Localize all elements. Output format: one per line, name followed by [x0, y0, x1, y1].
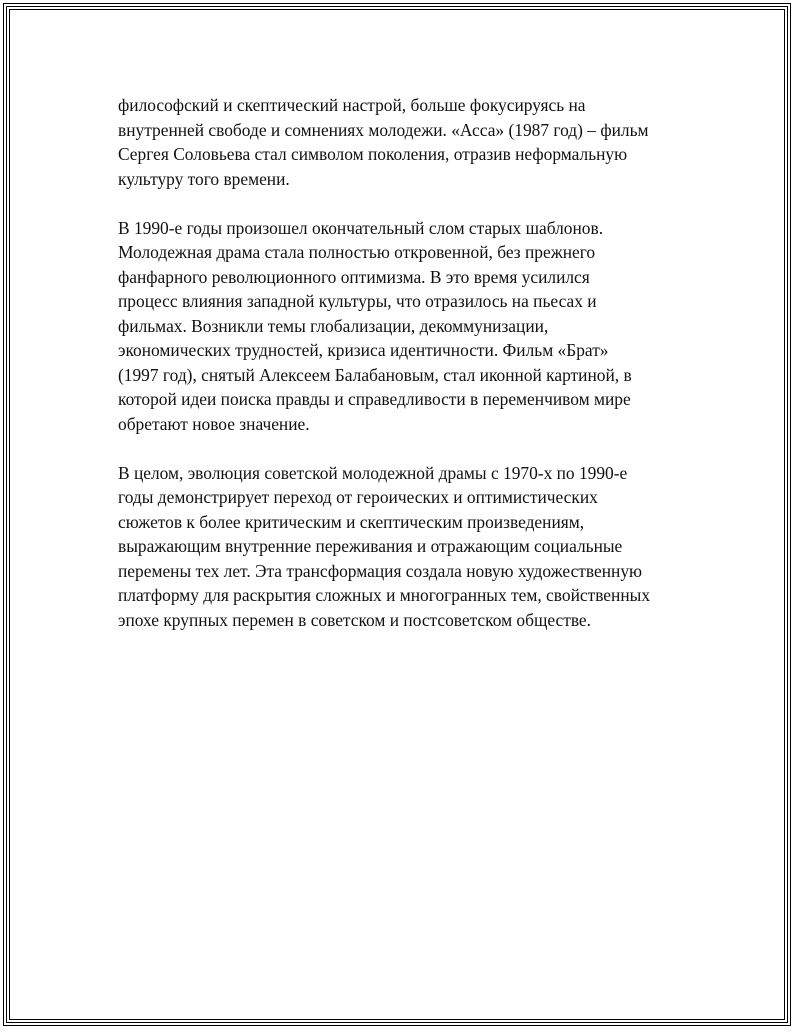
paragraph: философский и скептический настрой, больше фокусируясь на внутренней свободе и сомнениях молодежи. «Асса» (1987 год) – фильм Сергея Соловьева стал символом поколения, отразив неформальную культуру того времени. [118, 95, 649, 189]
document-body [118, 93, 698, 657]
paragraph: В целом, эволюция советской молодежной драмы с 1970-х по 1990-е годы демонстрирует переход от героических и оптимистических сюжетов к более критическим и скептическим произведениям, выражающим внутренние переживания и отражающим социальные перемены тех лет. Эта трансформация создала новую художественную платформу для раскрытия сложных и многогранных тем, свойственных эпохе крупных перемен в советском и постсоветском обществе. [118, 462, 651, 630]
paragraph: В 1990-е годы произошел окончательный слом старых шаблонов. Молодежная драма стала полностью откровенной, без прежнего фанфарного революционного оптимизма. В это время усилился процесс влияния западной культуры, что отразилось на пьесах и фильмах. Возникли темы глобализации, декоммунизации, экономических трудностей, кризиса идентичности. Фильм «Брат» (1997 год), снятый Алексеем Балабановым, стал иконной картиной, в которой идеи поиска правды и справедливости в переменчивом мире обретают новое значение. [118, 217, 632, 434]
